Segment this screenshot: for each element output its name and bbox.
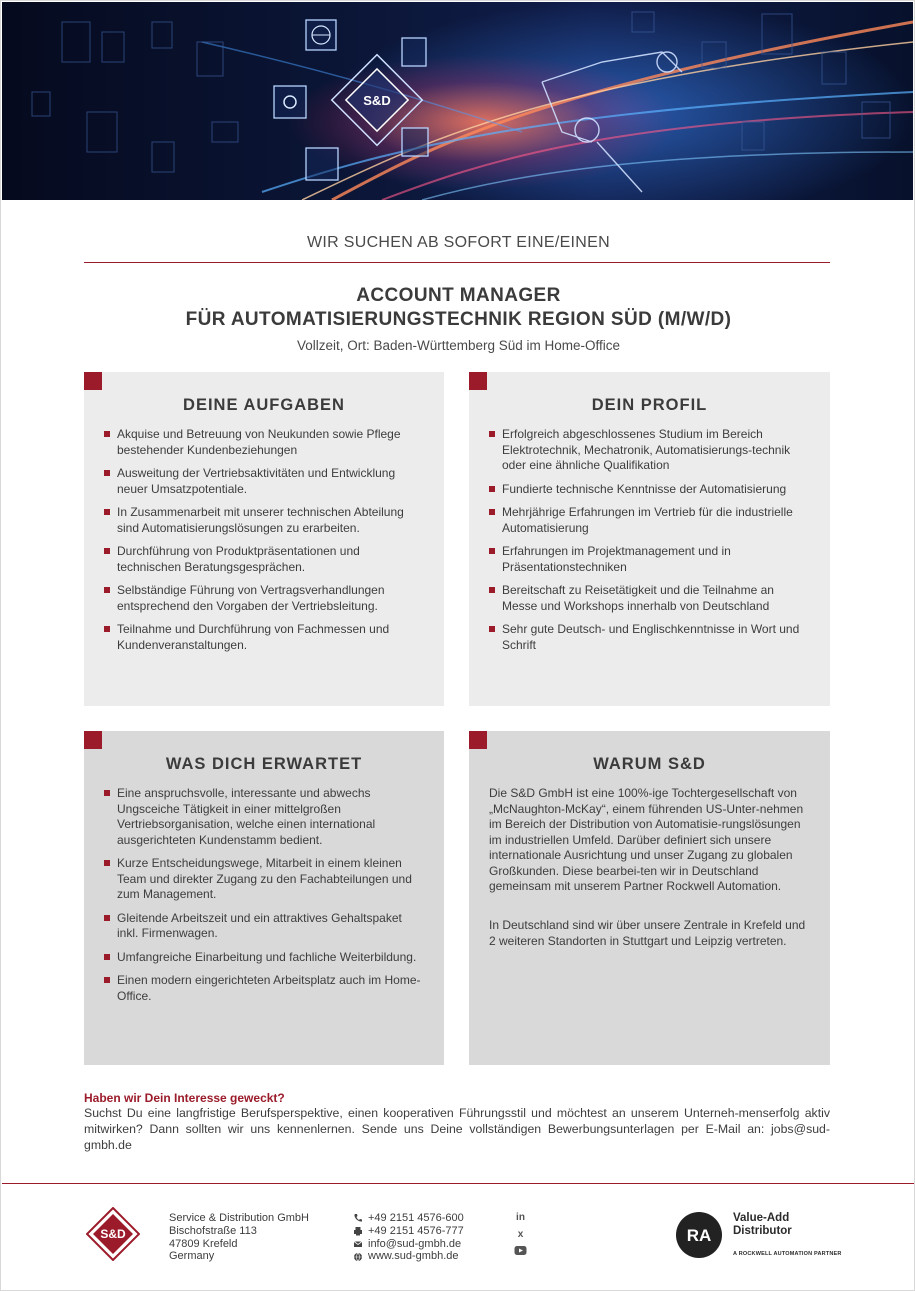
globe-icon bbox=[353, 1252, 363, 1262]
contact-block bbox=[353, 1212, 464, 1263]
profile-title: DEIN PROFIL bbox=[591, 396, 708, 414]
list-item: Fundierte technische Kenntnisse der Automatisierung bbox=[489, 482, 812, 498]
list-item: Mehrjährige Erfahrungen im Vertrieb für die industrielle Automatisierung bbox=[489, 505, 812, 536]
company-paragraph-1: Die S&D GmbH ist eine 100%-ige Tochtergesellschaft von „McNaughton-McKay“, einem führenden US-Unter-nehmen im Bereich der Distribution von Automatisie-rungslösungen im industriellen Umfeld. Darüber definiert sich unsere internationale Ausrichtung und unser Zugang zu globalen Großkunden. Diese bearbei-ten wir in Deutschland gemeinsam mit unserem Partner Rockwell Automation. bbox=[489, 786, 804, 893]
youtube-icon[interactable] bbox=[514, 1245, 527, 1258]
web-row bbox=[353, 1250, 464, 1263]
partner-line2: Distributor bbox=[733, 1224, 792, 1237]
company-logo-text: S&D bbox=[100, 1227, 126, 1241]
job-title-line1: ACCOUNT MANAGER bbox=[356, 285, 561, 306]
phone-row bbox=[353, 1212, 464, 1225]
tasks-title: DEINE AUFGABEN bbox=[183, 396, 345, 414]
tasks-list bbox=[104, 427, 426, 661]
list-item: Durchführung von Produktpräsentationen und technischen Beratungsgesprächen. bbox=[104, 544, 426, 575]
partner-subline: A ROCKWELL AUTOMATION PARTNER bbox=[733, 1251, 842, 1257]
partner-line1: Value-Add bbox=[733, 1212, 790, 1224]
job-meta: Vollzeit, Ort: Baden-Württemberg Süd im Home-Office bbox=[296, 338, 621, 353]
interest-body: Suchst Du eine langfristige Berufsperspektive, einen kooperativen Führungsstil und möchtest an unserem Unterneh-menserfolg aktiv mitwirken? Dann sollten wir uns kennenlernen. Sende uns Deine vollständigen Bewerbungsunterlagen per E-Mail an: jobs@sud-gmbh.de bbox=[84, 1106, 830, 1152]
box-marker bbox=[84, 731, 102, 749]
box-marker bbox=[84, 372, 102, 390]
email-row bbox=[353, 1238, 464, 1251]
list-item: Erfahrungen im Projektmanagement und in Präsentationstechniken bbox=[489, 544, 812, 575]
list-item: Einen modern eingerichteten Arbeitsplatz auch im Home-Office. bbox=[104, 973, 426, 1004]
list-item: Ausweitung der Vertriebsaktivitäten und Entwicklung neuer Umsatzpotentiale. bbox=[104, 466, 426, 497]
web-link[interactable]: www.sud-gmbh.de bbox=[368, 1250, 459, 1263]
box-marker bbox=[469, 372, 487, 390]
list-item: Erfolgreich abgeschlossenes Studium im Bereich Elektrotechnik, Mechatronik, Automatisierungs-technik oder eine ähnliche Qualifikation bbox=[489, 427, 812, 474]
profile-list bbox=[489, 427, 812, 661]
fax-number: +49 2151 4576-777 bbox=[368, 1224, 464, 1237]
list-item: Gleitende Arbeitszeit und ein attraktives Gehaltspaket inkl. Firmenwagen. bbox=[104, 911, 426, 942]
hero-logo-text: S&D bbox=[363, 93, 391, 108]
list-item: Bereitschaft zu Reisetätigkeit und die Teilnahme an Messe und Workshops innerhalb von Deutschland bbox=[489, 583, 812, 614]
email-icon bbox=[353, 1239, 363, 1249]
header-divider bbox=[84, 262, 830, 263]
company-country: Germany bbox=[169, 1250, 215, 1263]
company-street: Bischofstraße 113 bbox=[169, 1224, 257, 1237]
job-title bbox=[1, 284, 915, 332]
profile-box bbox=[469, 372, 830, 706]
list-item: Sehr gute Deutsch- und Englischkenntnisse in Wort und Schrift bbox=[489, 622, 812, 653]
hero-graphic bbox=[2, 2, 913, 200]
list-item: Selbständige Führung von Vertragsverhandlungen entsprechend den Vorgaben der Vertriebsleitung. bbox=[104, 583, 426, 614]
company-logo bbox=[86, 1207, 140, 1261]
rockwell-logo-text: RA bbox=[686, 1226, 712, 1245]
hero-banner bbox=[2, 2, 913, 200]
list-item: In Zusammenarbeit mit unserer technischen Abteilung sind Automatisierungslösungen zu erarbeiten. bbox=[104, 505, 426, 536]
xing-icon[interactable]: x bbox=[517, 1229, 524, 1240]
company-paragraph-2: In Deutschland sind wir über unsere Zentrale in Krefeld und 2 weiteren Standorten in Stuttgart und Leipzig vertreten. bbox=[489, 918, 806, 948]
company-box bbox=[469, 731, 830, 1065]
partner-label bbox=[733, 1212, 792, 1237]
list-item: Umfangreiche Einarbeitung und fachliche Weiterbildung. bbox=[104, 950, 426, 966]
list-item: Teilnahme und Durchführung von Fachmessen und Kundenveranstaltungen. bbox=[104, 622, 426, 653]
rockwell-logo bbox=[674, 1210, 724, 1260]
phone-number[interactable]: +49 2151 4576-600 bbox=[368, 1212, 464, 1224]
job-title-line2: FÜR AUTOMATISIERUNGSTECHNIK REGION SÜD (M/W/D) bbox=[185, 309, 732, 330]
list-item: Kurze Entscheidungswege, Mitarbeit in einem kleinen Team und direkter Zugang zu den Fachabteilungen und zum Management. bbox=[104, 856, 426, 903]
company-name: Service & Distribution GmbH bbox=[169, 1212, 309, 1224]
sub-headline: WIR SUCHEN AB SOFORT EINE/EINEN bbox=[307, 234, 610, 251]
footer-divider bbox=[2, 1183, 914, 1184]
company-title: WARUM S&D bbox=[593, 755, 706, 773]
benefits-box bbox=[84, 731, 444, 1065]
list-item: Eine anspruchsvolle, interessante und abwechs Ungsceiche Tätigkeit in einer mittelgroßen Vertriebsorganisation, welche einen international ausgerichteten Kundenstamm bedient. bbox=[104, 786, 426, 848]
list-item: Akquise und Betreuung von Neukunden sowie Pflege bestehender Kundenbeziehungen bbox=[104, 427, 426, 458]
fax-row bbox=[353, 1225, 464, 1238]
phone-icon bbox=[353, 1213, 363, 1223]
benefits-list bbox=[104, 786, 426, 1012]
interest-heading: Haben wir Dein Interesse geweckt? bbox=[84, 1091, 285, 1105]
box-marker bbox=[469, 731, 487, 749]
company-address bbox=[169, 1212, 309, 1263]
benefits-title: WAS DICH ERWARTET bbox=[165, 755, 363, 773]
tasks-box bbox=[84, 372, 444, 706]
company-city: 47809 Krefeld bbox=[169, 1237, 238, 1250]
social-links bbox=[514, 1211, 530, 1262]
email-link[interactable]: info@sud-gmbh.de bbox=[368, 1237, 462, 1250]
fax-icon bbox=[353, 1226, 363, 1236]
linkedin-icon[interactable]: in bbox=[516, 1212, 525, 1223]
